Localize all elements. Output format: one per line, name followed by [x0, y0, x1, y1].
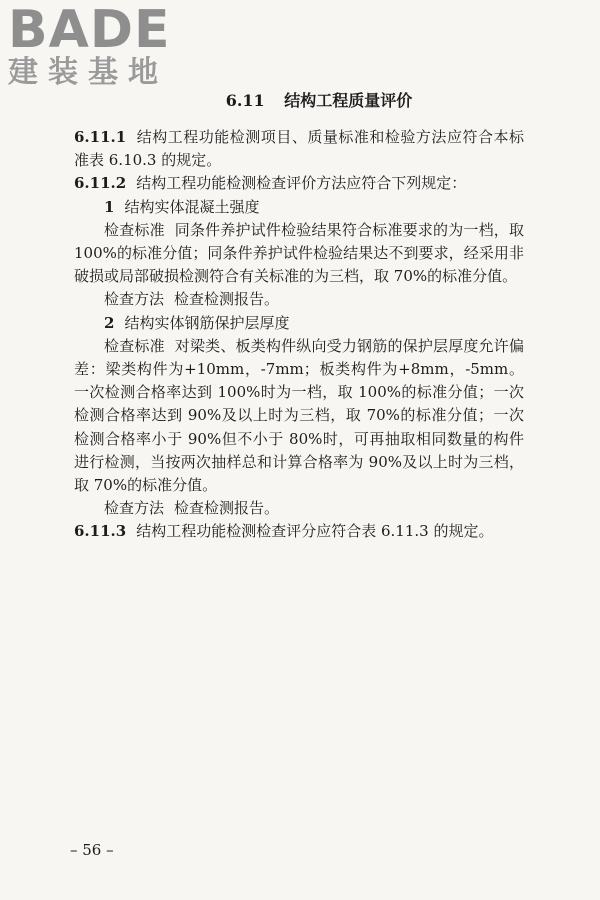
item-2-method	[74, 497, 524, 520]
item-2-standard	[74, 335, 524, 497]
watermark-latin-text: BADE	[8, 0, 171, 60]
standard-text: 同条件养护试件检验结果符合标准要求的为一档，取 100%的标准分值；同条件养护试件检验结果达不到要求，经采用非破损或局部破损检测符合有关标准的为三档，取 70%的标准分值。	[74, 220, 524, 286]
method-label: 检查方法	[104, 290, 165, 309]
section-number: 6.11	[225, 91, 265, 110]
method-label: 检查方法	[104, 499, 165, 518]
watermark-cjk-text: 建装基地	[8, 55, 168, 90]
item-title: 结构实体混凝土强度	[124, 197, 260, 216]
item-1-method	[74, 288, 524, 311]
item-2-heading	[74, 312, 524, 335]
method-text: 检查检测报告。	[174, 290, 280, 309]
clause-number: 6.11.1	[74, 128, 127, 146]
clause-text: 结构工程功能检测检查评价方法应符合下列规定：	[136, 174, 467, 193]
clause-number: 6.11.2	[74, 174, 127, 193]
clause-6-11-2	[74, 172, 524, 195]
clause-number: 6.11.3	[74, 522, 127, 541]
item-number: 2	[104, 313, 115, 332]
watermark-logo	[4, 2, 184, 94]
method-text: 检查检测报告。	[174, 499, 280, 518]
item-title: 结构实体钢筋保护层厚度	[124, 313, 290, 332]
item-number: 1	[104, 197, 115, 216]
standard-label: 检查标准	[104, 336, 165, 355]
clause-6-11-1	[74, 126, 524, 172]
section-title	[114, 90, 524, 112]
clause-text: 结构工程功能检测检查评分应符合表 6.11.3 的规定。	[136, 522, 494, 541]
item-1-standard	[74, 219, 524, 289]
item-1-heading	[74, 196, 524, 219]
clause-6-11-3	[74, 520, 524, 543]
section-title-text: 结构工程质量评价	[284, 91, 413, 110]
standard-text: 对梁类、板类构件纵向受力钢筋的保护层厚度允许偏差：梁类构件为+10mm，-7mm；板类构件为+8mm，-5mm。一次检测合格率达到 100%时为一档，取 100%的标准分值；一次检测合格率达到 90%及以上时为三档，取 70%的标准分值；一次检测合格率小于 90%但不小于 80%时，可再抽取相同数量的构件进行检测，当按两次抽样总和计算合格率为 90%及以上时为三档，取 70%的标准分值。	[74, 336, 524, 495]
standard-label: 检查标准	[104, 220, 165, 239]
page-number: – 56 –	[70, 841, 114, 859]
clause-text: 结构工程功能检测项目、质量标准和检验方法应符合本标准表 6.10.3 的规定。	[74, 128, 524, 170]
document-body	[74, 90, 524, 544]
